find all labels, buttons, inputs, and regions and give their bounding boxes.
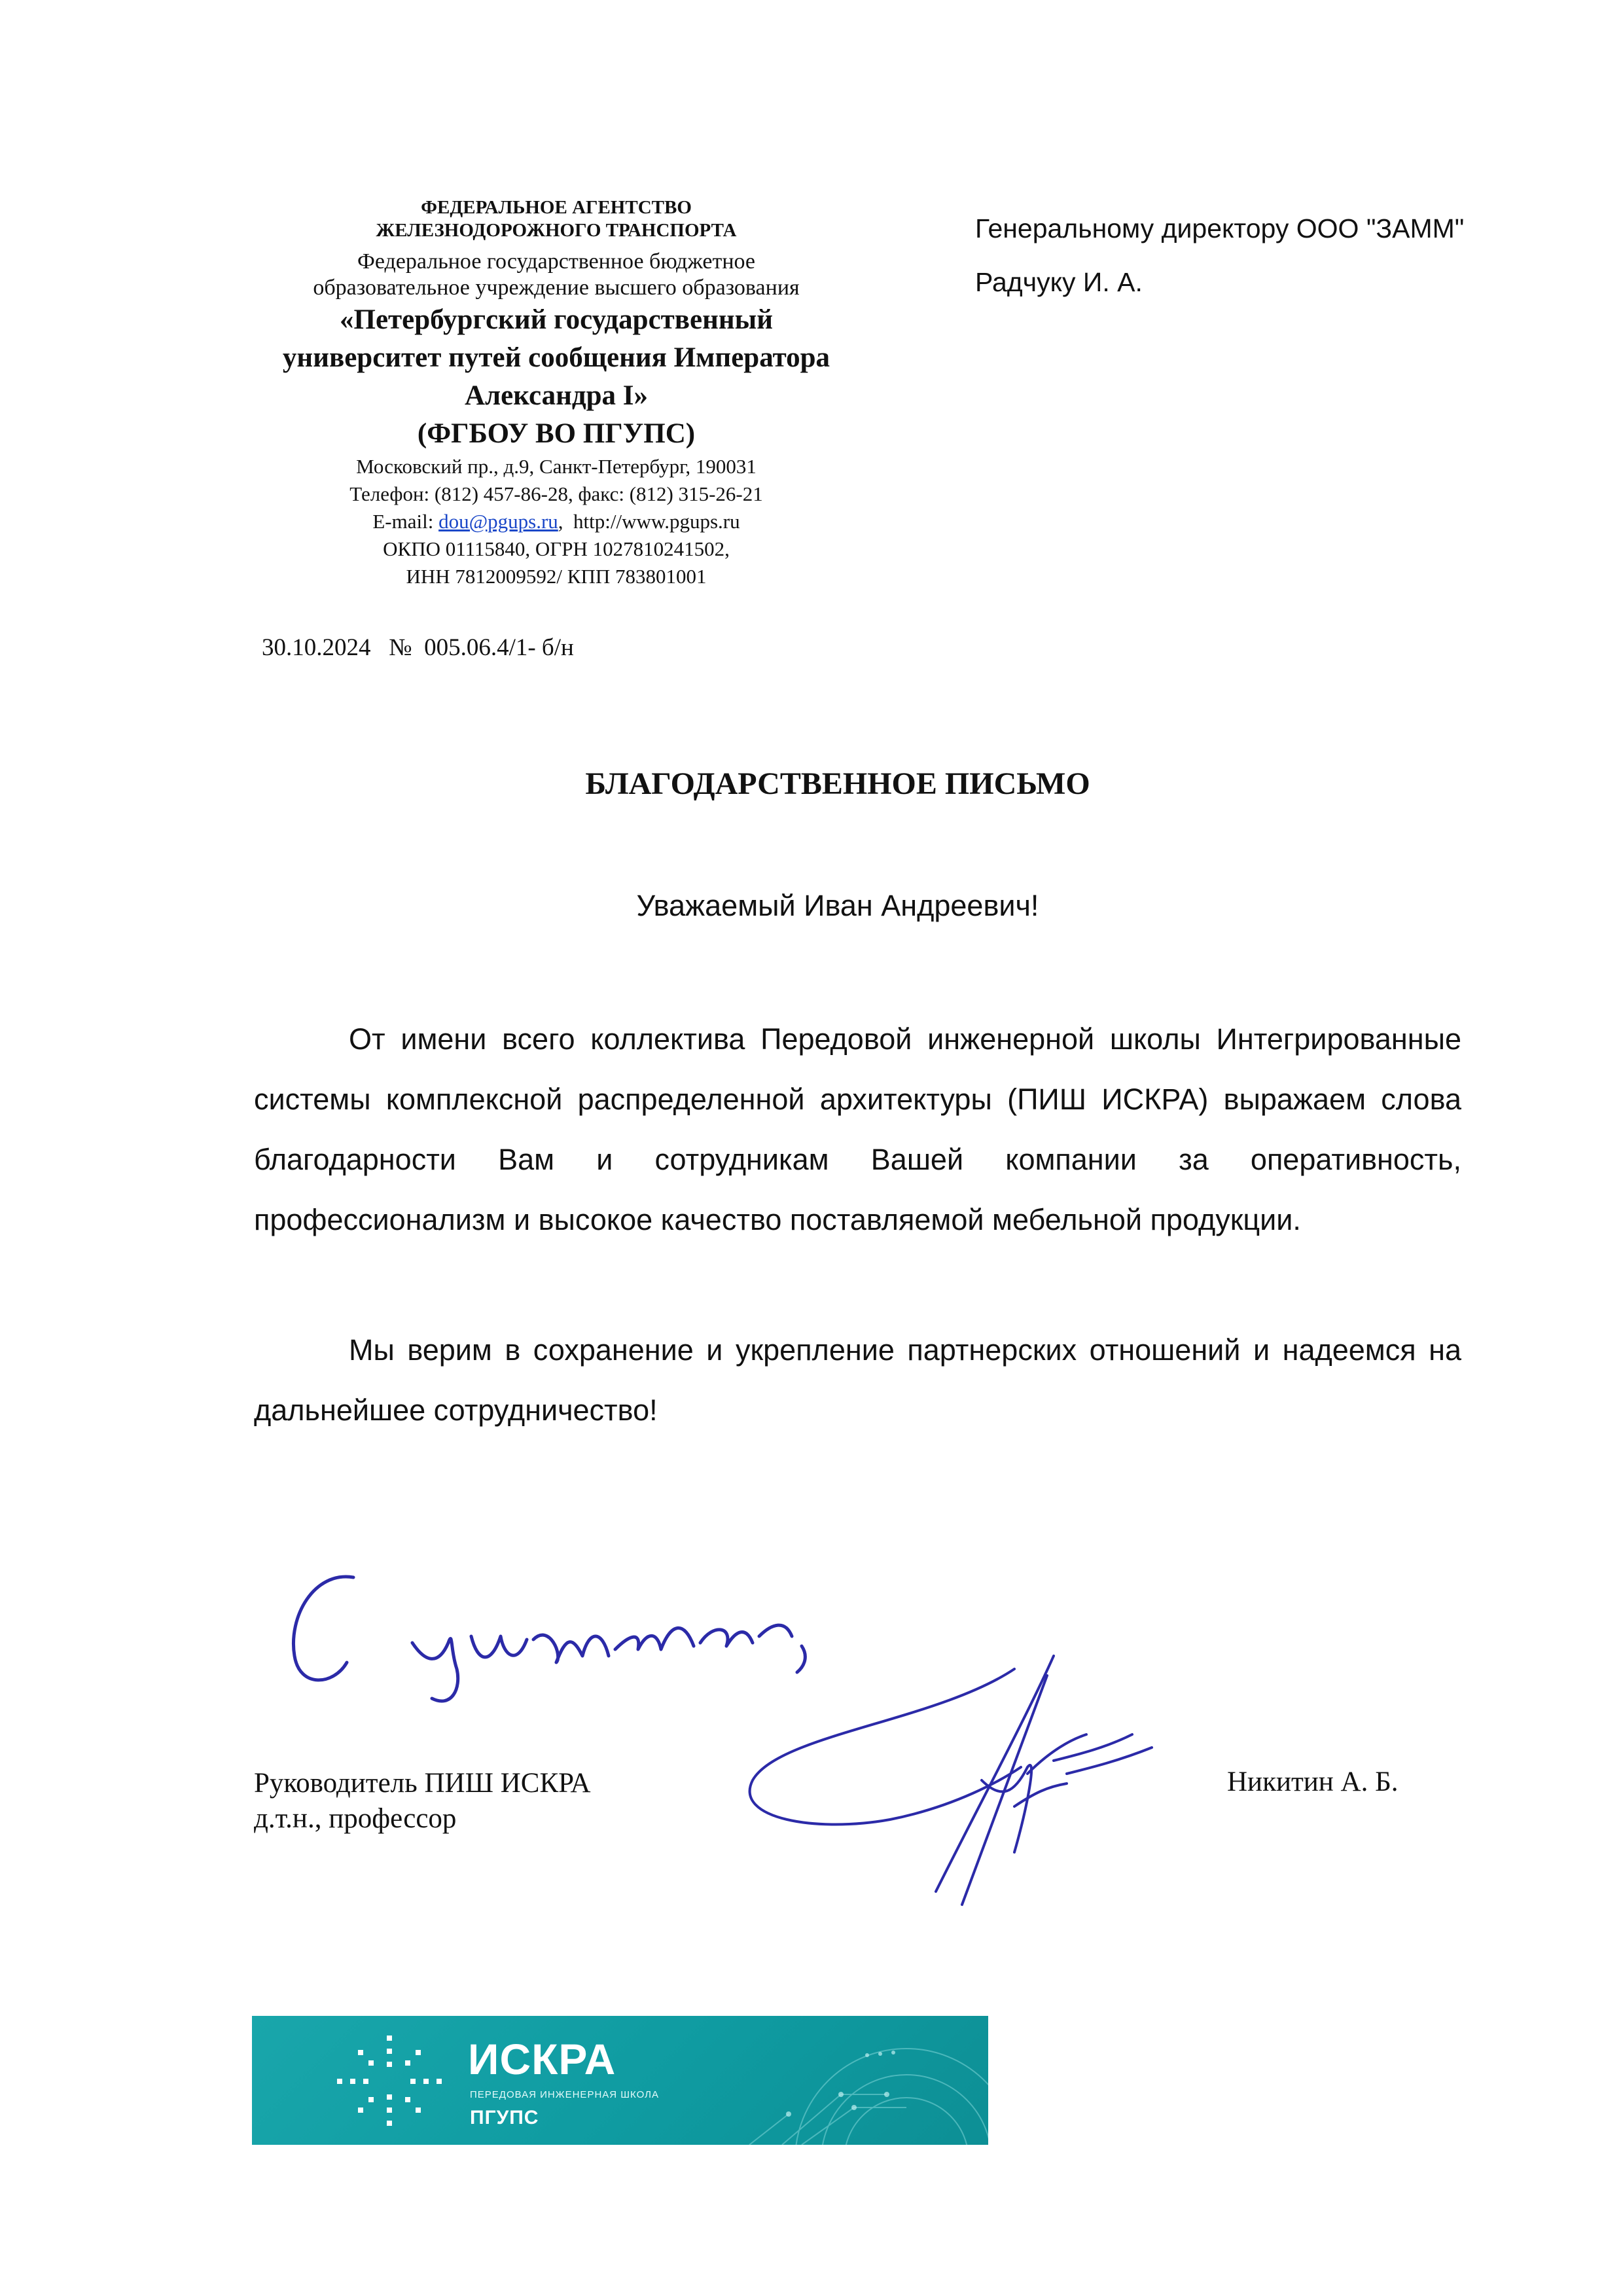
signature [740,1649,1158,1911]
university-line-2: университет путей сообщения Императора [282,342,830,373]
salutation: Уважаемый Иван Андреевич! [636,889,1039,922]
circuit-decoration [671,2016,988,2145]
date-number-line [262,634,574,662]
document-date: 30.10.2024 [262,634,371,661]
contacts-line: E-mail: dou@pgups.ru, http://www.pgups.ru [372,510,740,533]
addressee-line-2: Радчуку И. А. [975,267,1143,297]
institution-line-1: Федеральное государственное бюджетное [357,249,756,274]
university-line-3: Александра I» [464,380,648,411]
iskra-banner [252,2016,988,2145]
email-label: E-mail: [372,510,434,533]
banner-sub: ПГУПС [470,2107,539,2128]
addressee [975,202,1564,309]
signer-title-line-1: Руководитель ПИШ ИСКРА [254,1768,591,1799]
body-paragraph-2: Мы верим в сохранение и укрепление партнерских отношений и надеемся на дальнейшее сотрудничество! [254,1333,1461,1427]
university-abbreviation: (ФГБОУ ВО ПГУПС) [417,418,696,449]
signer-title [254,1766,591,1837]
document-title: БЛАГОДАРСТВЕННОЕ ПИСЬМО [585,766,1090,801]
body-paragraph-1: От имени всего коллектива Передовой инженерной школы Интегрированные системы комплексной распределенной архитектуры (ПИШ ИСКРА) выражаем слова благодарности Вам и сотрудникам Вашей компании за оперативность, профессионализм и высокое качество поставляемой мебельной продукции. [254,1022,1461,1236]
spark-logo-icon [324,2029,455,2134]
institution-line-2: образовательное учреждение высшего образования [313,276,800,300]
inn-kpp: ИНН 7812009592/ КПП 783801001 [406,565,707,588]
addressee-line-1: Генеральному директору ООО "ЗАММ" [975,213,1465,243]
signer-title-line-2: д.т.н., профессор [254,1803,457,1834]
banner-brand: ИСКРА [468,2035,616,2083]
university-line-1: «Петербургский государственный [340,304,773,335]
okpo-ogrn: ОКПО 01115840, ОГРН 1027810241502, [383,537,730,560]
website[interactable]: http://www.pgups.ru [573,510,740,533]
address: Московский пр., д.9, Санкт-Петербург, 190031 [356,455,757,478]
number-sign: № [389,634,412,661]
agency-line-1: ФЕДЕРАЛЬНОЕ АГЕНТСТВО [421,197,692,218]
agency-line-2: ЖЕЛЕЗНОДОРОЖНОГО ТРАНСПОРТА [376,220,737,241]
signer-name: Никитин А. Б. [1227,1767,1399,1797]
banner-tagline: ПЕРЕДОВАЯ ИНЖЕНЕРНАЯ ШКОЛА [470,2089,659,2100]
email-link[interactable]: dou@pgups.ru [438,510,558,533]
phone-fax: Телефон: (812) 457-86-28, факс: (812) 315-26-21 [349,482,763,505]
document-number: 005.06.4/1- б/н [424,634,574,661]
letterhead [236,196,877,590]
